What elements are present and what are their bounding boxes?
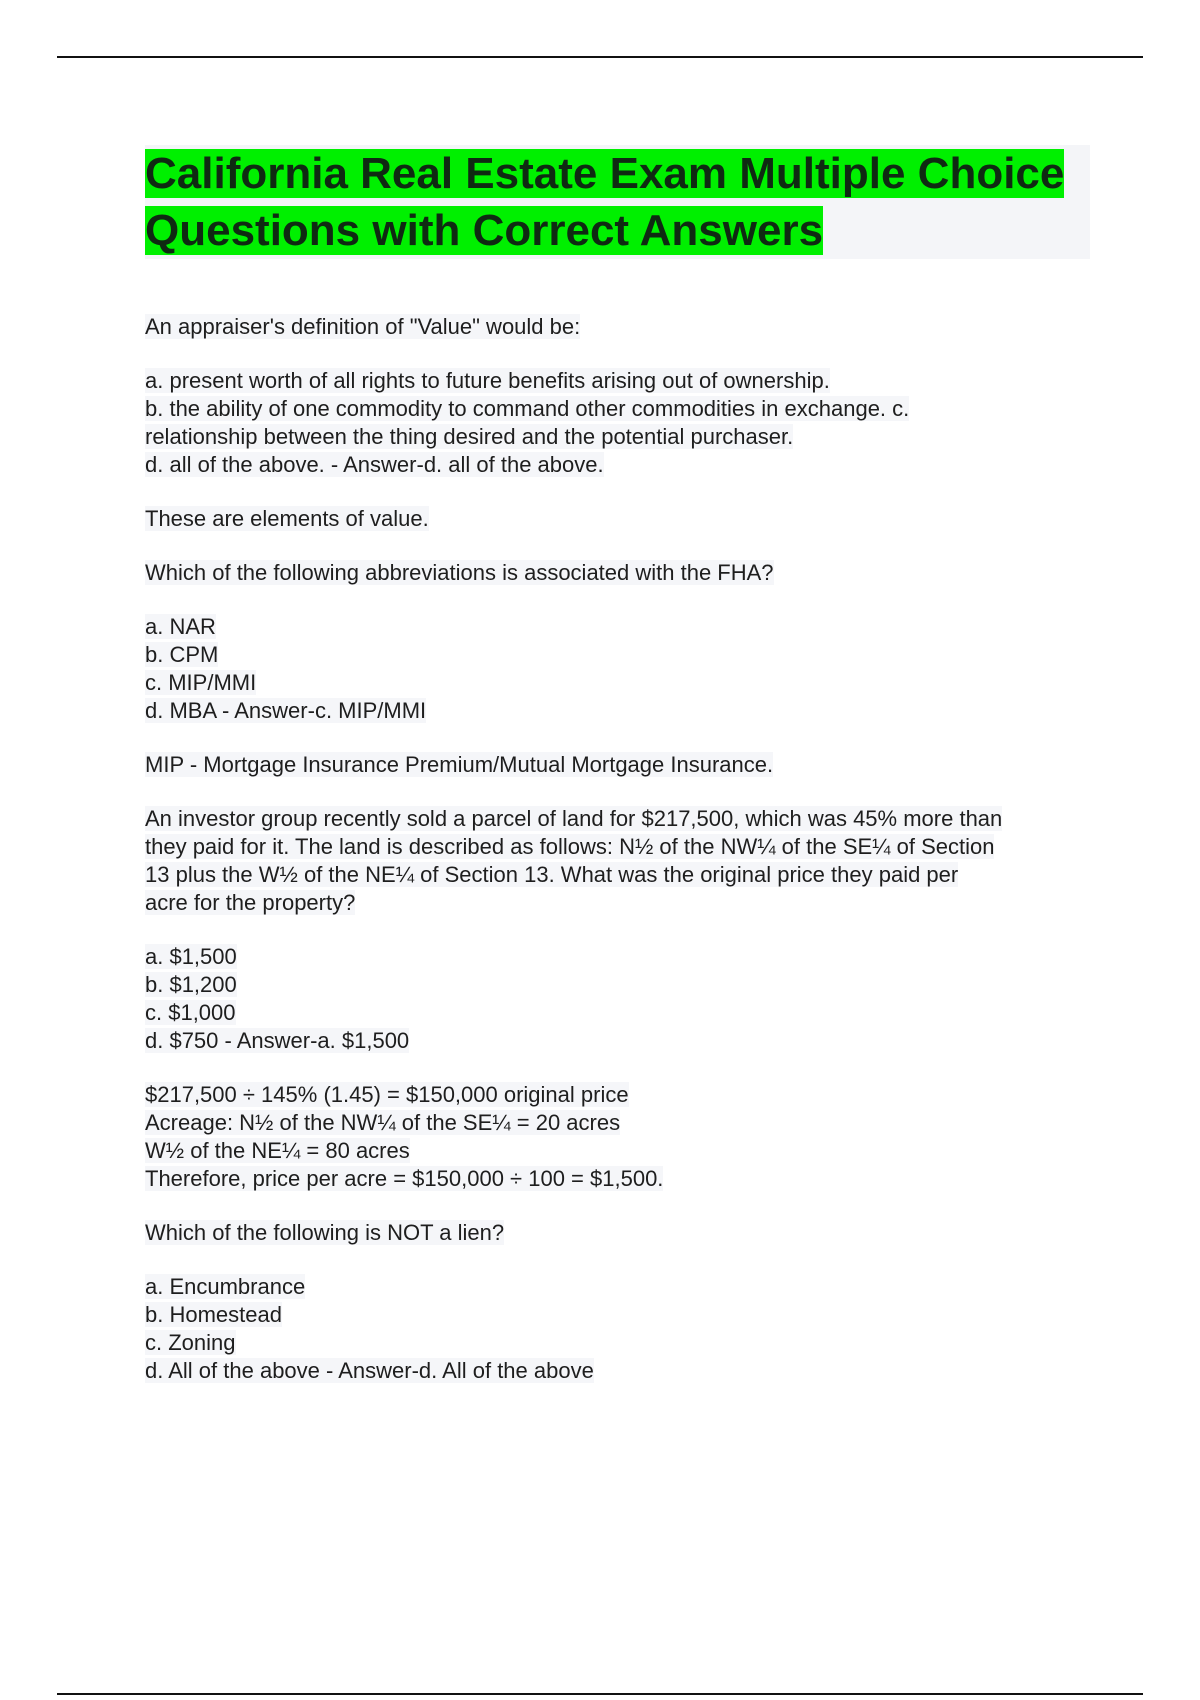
question-3-explanation (145, 1081, 1090, 1193)
explanation-line: These are elements of value. (145, 506, 429, 531)
option-line: a. Encumbrance (145, 1274, 306, 1299)
question-2-options (145, 613, 1090, 725)
question-text: Which of the following is NOT a lien? (145, 1220, 505, 1245)
option-line: a. $1,500 (145, 944, 237, 969)
question-1-explanation (145, 505, 1090, 533)
option-line: c. MIP/MMI (145, 670, 257, 695)
answer-line: d. All of the above - Answer-d. All of the above (145, 1358, 594, 1383)
option-line: a. NAR (145, 614, 216, 639)
document-title-text: California Real Estate Exam Multiple Choice Questions with Correct Answers (145, 149, 1065, 255)
title-block (145, 145, 1090, 259)
document-title (145, 145, 1090, 259)
question-text: An investor group recently sold a parcel of land for $217,500, which was 45% more than (145, 806, 1003, 831)
option-line: relationship between the thing desired and the potential purchaser. (145, 424, 794, 449)
question-1-options (145, 367, 1090, 479)
option-line: b. $1,200 (145, 972, 237, 997)
answer-line: d. $750 - Answer-a. $1,500 (145, 1028, 410, 1053)
question-text: 13 plus the W½ of the NE¼ of Section 13. What was the original price they paid per (145, 862, 959, 887)
question-3-options (145, 943, 1090, 1055)
explanation-line: W½ of the NE¼ = 80 acres (145, 1138, 410, 1163)
question-text: Which of the following abbreviations is associated with the FHA? (145, 560, 774, 585)
explanation-line: Acreage: N½ of the NW¼ of the SE¼ = 20 acres (145, 1110, 621, 1135)
question-4-options (145, 1273, 1090, 1385)
answer-line: d. MBA - Answer-c. MIP/MMI (145, 698, 427, 723)
option-line: b. Homestead (145, 1302, 282, 1327)
question-3 (145, 805, 1090, 917)
question-text: they paid for it. The land is described as follows: N½ of the NW¼ of the SE¼ of Section (145, 834, 995, 859)
explanation-line: MIP - Mortgage Insurance Premium/Mutual Mortgage Insurance. (145, 752, 774, 777)
question-text: acre for the property? (145, 890, 356, 915)
question-text: An appraiser's definition of "Value" would be: (145, 314, 581, 339)
explanation-line: $217,500 ÷ 145% (1.45) = $150,000 original price (145, 1082, 629, 1107)
option-line: a. present worth of all rights to future benefits arising out of ownership. (145, 368, 830, 393)
question-1 (145, 313, 1090, 341)
document-body (145, 145, 1090, 1411)
answer-line: d. all of the above. - Answer-d. all of the above. (145, 452, 604, 477)
option-line: b. CPM (145, 642, 219, 667)
question-4 (145, 1219, 1090, 1247)
option-line: c. Zoning (145, 1330, 236, 1355)
top-rule (57, 56, 1143, 58)
option-line: c. $1,000 (145, 1000, 236, 1025)
question-2-explanation (145, 751, 1090, 779)
explanation-line: Therefore, price per acre = $150,000 ÷ 100 = $1,500. (145, 1166, 664, 1191)
question-2 (145, 559, 1090, 587)
option-line: b. the ability of one commodity to command other commodities in exchange. c. (145, 396, 910, 421)
bottom-rule (57, 1693, 1143, 1695)
